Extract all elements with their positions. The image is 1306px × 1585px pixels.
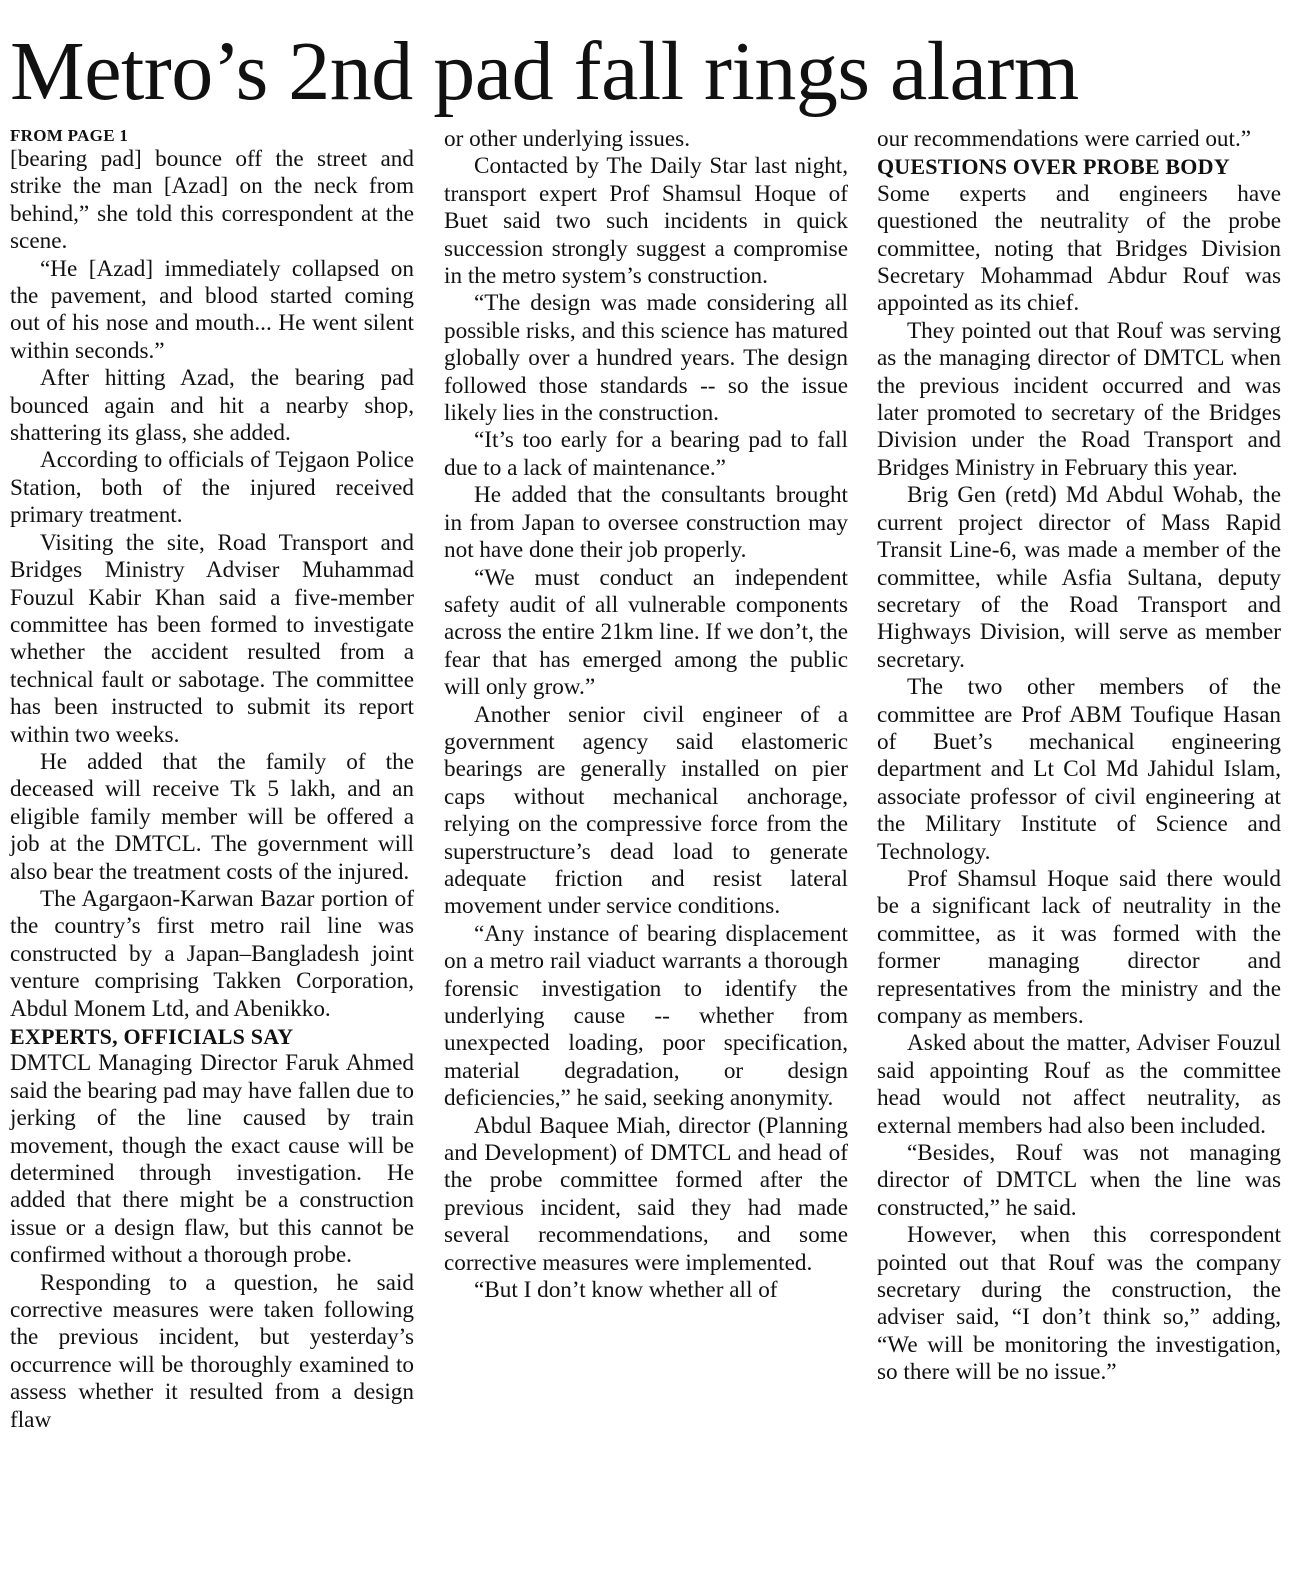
paragraph: DMTCL Managing Director Faruk Ahmed said the bearing pad may have fallen due to jerking of the line caused by train movement, though the exact cause will be determined through investigation. He added that there might be a construction issue or a design flaw, but this cannot be confirmed without a thorough probe. [10,1050,414,1269]
paragraph: “But I don’t know whether all of [474,1277,778,1304]
paragraph: Abdul Baquee Miah, director (Planning and Development) of DMTCL and head of the probe committee formed after the previous incident, said they had made several recommendations, and some corrective measures were implemented. [444,1112,848,1276]
paragraph: [bearing pad] bounce off the street and strike the man [Azad] on the neck from behind,” she told this correspondent at the scene. [10,146,414,255]
paragraph: “He [Azad] immediately collapsed on the pavement, and blood started coming out of his nose and mouth... He went silent within seconds.” [10,255,414,364]
column-2 [444,126,848,1304]
paragraph: Contacted by The Daily Star last night, transport expert Prof Shamsul Hoque of Buet said two such incidents in quick succession strongly suggest a compromise in the metro system’s construction. [444,153,848,290]
subhead-probe-body: QUESTIONS OVER PROBE BODY [877,154,1230,180]
paragraph: “Any instance of bearing displacement on a metro rail viaduct warrants a thorough forensic investigation to identify the underlying cause -- whether from unexpected loading, poor specification, material degradation, or design deficiencies,” he said, seeking anonymity. [444,920,848,1112]
paragraph: Prof Shamsul Hoque said there would be a significant lack of neutrality in the committee, as it was formed with the former managing director and representatives from the ministry and the company as members. [877,865,1281,1029]
paragraph: After hitting Azad, the bearing pad bounced again and hit a nearby shop, shattering its glass, she added. [10,365,414,447]
paragraph: or other underlying issues. [444,126,691,152]
paragraph: He added that the family of the deceased will receive Tk 5 lakh, and an eligible family member will be offered a job at the DMTCL. The government will also bear the treatment costs of the injured. [10,748,414,885]
paragraph: Asked about the matter, Adviser Fouzul said appointing Rouf as the committee head would not affect neutrality, as external members had also been included. [877,1030,1281,1139]
paragraph: “Besides, Rouf was not managing director of DMTCL when the line was constructed,” he said. [877,1140,1281,1221]
paragraph: “We must conduct an independent safety audit of all vulnerable components across the entire 21km line. If we don’t, the fear that has emerged among the public will only grow.” [444,564,848,701]
paragraph: The Agargaon-Karwan Bazar portion of the country’s first metro rail line was constructed by a Japan–Bangladesh joint venture comprising Takken Corporation, Abdul Monem Ltd, and Abenikko. [10,885,414,1022]
paragraph: Another senior civil engineer of a government agency said elastomeric bearings are generally installed on pier caps without mechanical anchorage, relying on the compressive force from the superstructure’s dead load to generate adequate friction and resist lateral movement under service conditions. [444,701,848,920]
paragraph: Some experts and engineers have questioned the neutrality of the probe committee, noting that Bridges Division Secretary Mohammad Abdur Rouf was appointed as its chief. [877,180,1281,317]
paragraph: our recommendations were carried out.” [877,126,1252,152]
paragraph: They pointed out that Rouf was serving as the managing director of DMTCL when the previous incident occurred and was later promoted to secretary of the Bridges Division under the Road Transport and Bridges Ministry in February this year. [877,317,1281,481]
column-3 [877,126,1281,1387]
paragraph: Responding to a question, he said corrective measures were taken following the previous incident, but yesterday’s occurrence will be thoroughly examined to assess whether it resulted from a design flaw [10,1269,414,1433]
paragraph: Visiting the site, Road Transport and Bridges Ministry Adviser Muhammad Fouzul Kabir Khan said a five-member committee has been formed to investigate whether the accident resulted from a technical fault or sabotage. The committee has been instructed to submit its report within two weeks. [10,529,414,748]
column-1 [10,126,414,1434]
paragraph: However, when this correspondent pointed out that Rouf was the company secretary during the construction, the adviser said, “I don’t think so,” adding, “We will be monitoring the investigation, so there will be no issue.” [877,1222,1281,1386]
paragraph: He added that the consultants brought in from Japan to oversee construction may not have done their job properly. [444,482,848,564]
kicker: FROM PAGE 1 [10,126,129,145]
paragraph: The two other members of the committee are Prof ABM Toufique Hasan of Buet’s mechanical engineering department and Lt Col Md Jahidul Islam, associate professor of civil engineering at the Military Institute of Science and Technology. [877,674,1281,865]
paragraph: “It’s too early for a bearing pad to fall due to a lack of maintenance.” [444,427,848,481]
paragraph: According to officials of Tejgaon Police Station, both of the injured received primary treatment. [10,447,414,529]
paragraph: Brig Gen (retd) Md Abdul Wohab, the current project director of Mass Rapid Transit Line-6, was made a member of the committee, while Asfia Sultana, deputy secretary of the Road Transport and Highways Division, will serve as member secretary. [877,482,1281,673]
subhead-experts: EXPERTS, OFFICIALS SAY [10,1024,294,1049]
headline: Metro’s 2nd pad fall rings alarm [10,25,1079,118]
paragraph: “The design was made considering all possible risks, and this science has matured globally over a hundred years. The design followed those standards -- so the issue likely lies in the construction. [444,290,848,427]
